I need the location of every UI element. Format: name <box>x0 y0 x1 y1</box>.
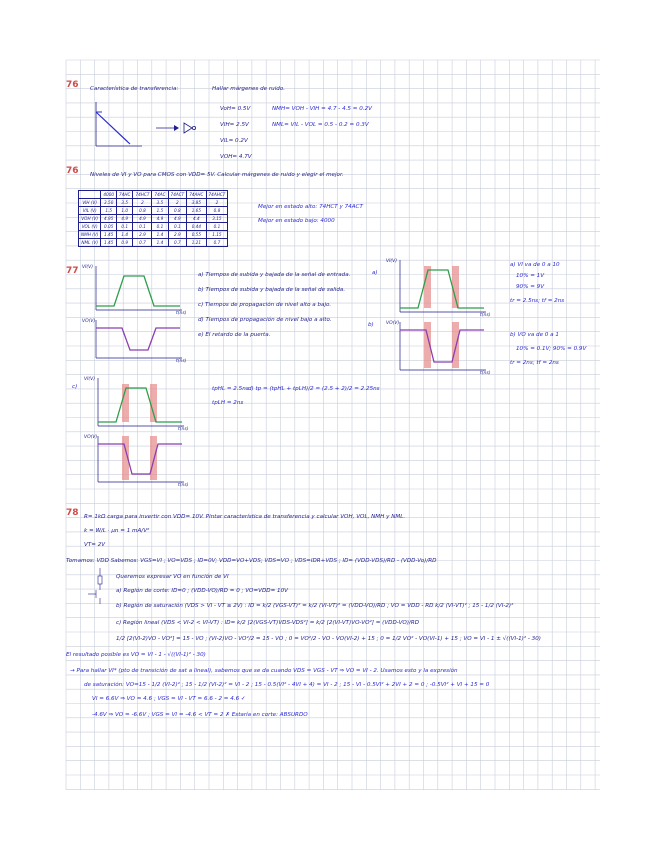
x-axis-label: t(ns) <box>178 427 189 432</box>
problem-76a-title: Característica de transferencia: <box>90 86 179 92</box>
table-header-2: 74HC <box>117 191 133 199</box>
y-axis-label: VO(V) <box>84 435 98 440</box>
table-row <box>79 223 228 231</box>
noise-margin-low: NML= VIL - VOL = 0.5 - 0.2 = 0.3V <box>272 122 369 128</box>
level-vih: VIH= 2.5V <box>220 122 249 128</box>
vi-trace <box>96 276 180 306</box>
table-header-3: 74HCT <box>133 191 152 199</box>
table-header-1: 4000 <box>101 191 117 199</box>
table-cell: NML (V) <box>79 239 101 247</box>
solution-line-5: c) Región lineal (VDS < VI-2 < VI-VT) : ID= k/2 [2(VGS-VT)VDS-VDS²] = k/2 [2(VI-VT)VO-VO²] = (VDD-VO)/RD <box>116 620 420 626</box>
table-cell: 1.5 <box>152 207 168 215</box>
table-cell: 1.15 <box>206 231 228 239</box>
solution-line-8: → Para hallar VI* (pto de transición de sat a lineal), sabemos que se da cuando VDS = VGS - VT ⇒ VO = VI - 2. Usamos esto y la expresión <box>70 668 458 674</box>
note-a-90: 90% = 9V <box>516 284 545 290</box>
best-low-state: Mejor en estado bajo: 4000 <box>258 218 335 224</box>
note-a-times: tr = 2.5ns; tf = 2ns <box>510 298 565 304</box>
answer-c-vo-waveform <box>84 432 194 490</box>
table-row <box>79 207 228 215</box>
answer-a-label: a) <box>372 270 378 276</box>
shade-region <box>150 436 157 480</box>
question-d: d) Tiempos de propagación de nivel bajo a alto. <box>198 317 332 323</box>
table-cell: 0.05 <box>101 223 117 231</box>
transfer-characteristic-sketch <box>80 100 200 155</box>
answer-b-waveform <box>386 318 496 378</box>
table-cell: 0.1 <box>117 223 133 231</box>
problem-77-number: 77 <box>66 266 79 276</box>
table-cell: 4.4 <box>187 215 206 223</box>
table-cell: 0.8 <box>168 207 187 215</box>
best-high-state: Mejor en estado alto: 74HCT y 74ACT <box>258 204 363 210</box>
table-cell: VIL (V) <box>79 207 101 215</box>
table-cell: 0.55 <box>187 231 206 239</box>
note-a-10: 10% = 1V <box>516 273 545 279</box>
problem-76a-number: 76 <box>66 80 79 90</box>
x-axis-label: t(ns) <box>480 371 491 376</box>
note-b-range: b) VO va de 0 a 1 <box>510 332 559 338</box>
table-cell: 0.1 <box>133 223 152 231</box>
tplh-note: tpLH = 2ns <box>212 400 244 406</box>
table-cell: 3.5 <box>152 199 168 207</box>
y-axis-label: VI(V) <box>82 265 93 270</box>
table-cell: 4.95 <box>101 215 117 223</box>
table-cell: 1.21 <box>187 239 206 247</box>
table-header-0 <box>79 191 101 199</box>
solution-line-9: de saturación: VO=15 - 1/2 (VI-2)² ; 15 - 1/2 (VI-2)² = VI - 2 ; 15 - 0.5(VI² - 4VI + 4) = VI - 2 ; 15 - VI - 0.5VI² + 2VI + 2 = 0 ; -0.5VI² + VI + 15 = 0 <box>84 682 490 688</box>
param-k: k = W/L · μn = 1 mA/V² <box>84 528 150 534</box>
problem-76b-title: Niveles de VI y VO para CMOS con VDD= 5V. Calcular márgenes de ruido y elegir el mejor. <box>90 172 344 178</box>
vo-trace <box>400 330 484 362</box>
y-axis-label: VO(V) <box>386 321 400 326</box>
x-axis-label: t(ns) <box>178 483 189 488</box>
vo-waveform <box>82 316 192 366</box>
solution-line-7: El resultado posible es VO = VI - 1 - √((VI-1)² - 30) <box>66 652 206 658</box>
table-cell: 0.7 <box>206 239 228 247</box>
table-cell: 3.15 <box>206 215 228 223</box>
nmos-inverter-circuit <box>86 568 110 608</box>
y-axis-label: VO(V) <box>82 319 96 324</box>
solution-line-6: 1/2 [2(VI-2)VO - VO²] = 15 - VO ; (VI-2)VO - VO²/2 = 15 - VO ; 0 = VO²/2 - VO - VO(VI-2) + 15 ; 0 = 1/2 VO² - VO(VI-1) + 15 ; VO = VI - 1 ± √((VI-1)² - 30) <box>116 636 541 642</box>
table-cell: 0.9 <box>117 239 133 247</box>
table-cell: 2 <box>206 199 228 207</box>
table-row <box>79 215 228 223</box>
propagation-delay-formula: d) tp = (tpHL + tpLH)/2 = (2.5 + 2)/2 = 2.25ns <box>248 386 380 392</box>
vi-trace <box>98 388 182 422</box>
table-cell: 0.8 <box>206 207 228 215</box>
question-a: a) Tiempos de subida y bajada de la señal de entrada. <box>198 272 351 278</box>
table-row <box>79 199 228 207</box>
table-cell: 3.5 <box>117 199 133 207</box>
param-vt: VT= 2V <box>84 542 106 548</box>
solution-line-11: -4.6V ⇒ VO = -6.6V ; VGS = VI = -4.6 < VT = 2 ✗ Estaría en corte: ABSURDO <box>92 712 308 718</box>
table-cell: 3.85 <box>187 199 206 207</box>
question-b: b) Tiempos de subida y bajada de la señal de salida. <box>198 287 346 293</box>
table-cell: 0.1 <box>206 223 228 231</box>
question-c: c) Tiempos de propagación de nivel alto a bajo. <box>198 302 332 308</box>
vo-trace <box>96 328 180 350</box>
table-cell: VOL (V) <box>79 223 101 231</box>
problem-78-number: 78 <box>66 508 79 518</box>
table-cell: 0.7 <box>168 239 187 247</box>
cmos-levels-table <box>78 190 228 247</box>
level-voh: VoH= 0.5V <box>220 106 251 112</box>
problem-76a-subtitle: Hallar márgenes de ruido. <box>212 86 286 92</box>
solution-line-1: Tomamos: VDD Sabemos: VGS=VI ; VO=VDS ; ID=0V; VDD=VO+VDS; VDS=VO ; VDS=IDR+VDS ; ID= (VDD-VDS)/RD - (VDD-Vo)/RD <box>66 558 437 564</box>
table-cell: 2.9 <box>133 231 152 239</box>
table-row <box>79 231 228 239</box>
table-cell: 1.4 <box>152 239 168 247</box>
answer-a-waveform <box>386 256 496 318</box>
table-cell: 1.45 <box>101 231 117 239</box>
answer-c-label: c) <box>72 384 78 390</box>
solution-line-3: a) Región de corte: ID=0 ; (VDD-VO)/RD = 0 ; VO=VDD= 10V <box>116 588 288 594</box>
x-axis-label: t(ns) <box>176 359 187 364</box>
table-cell: 4.9 <box>117 215 133 223</box>
table-header-7: 74AHCT <box>206 191 228 199</box>
shade-region <box>452 322 459 368</box>
x-axis-label: t(ns) <box>176 311 187 316</box>
level-vil: VIL= 0.2V <box>220 138 248 144</box>
note-b-times: tr = 2ns; tf = 2ns <box>510 360 559 366</box>
table-cell: NMH (V) <box>79 231 101 239</box>
table-cell: 1.5 <box>101 207 117 215</box>
table-header-5: 74ACT <box>168 191 187 199</box>
vi-trace <box>400 270 484 308</box>
table-cell: 1.0 <box>117 207 133 215</box>
table-cell: 0.44 <box>187 223 206 231</box>
problem-76b-number: 76 <box>66 166 79 176</box>
answer-c-vi-waveform <box>84 374 194 434</box>
table-cell: 4.9 <box>133 215 152 223</box>
table-cell: 1.4 <box>117 231 133 239</box>
table-header-4: 74AC <box>152 191 168 199</box>
table-cell: 3.50 <box>101 199 117 207</box>
table-cell: 4.9 <box>152 215 168 223</box>
noise-margin-high: NMH= VOH - VIH = 4.7 - 4.5 = 0.2V <box>272 106 372 112</box>
table-cell: 1.65 <box>187 207 206 215</box>
question-e: e) El retardo de la puerta. <box>198 332 271 338</box>
vo-trace <box>98 444 182 474</box>
table-header-6: 74AHC <box>187 191 206 199</box>
table-cell: 0.7 <box>133 239 152 247</box>
table-cell: 0.1 <box>152 223 168 231</box>
level-voh2: VOH= 4.7V <box>220 154 252 160</box>
note-a-range: a) VI va de 0 a 10 <box>510 262 560 268</box>
table-cell: 0.8 <box>133 207 152 215</box>
table-row <box>79 239 228 247</box>
solution-line-10: VI = 6.6V ⇒ VO = 4.6 ; VGS = VI - VT = 6.6 - 2 = 4.6 ✓ <box>92 696 246 702</box>
table-cell: 0.1 <box>168 223 187 231</box>
x-axis-label: t(ns) <box>480 313 491 318</box>
table-cell: 4.9 <box>168 215 187 223</box>
y-axis-label: VI(V) <box>386 259 397 264</box>
table-cell: 2 <box>133 199 152 207</box>
problem-78-title: R= 1kΩ carga para invertir con VDD= 10V. Pintar característica de transferencia y calcular VOH, VOL, NMH y NML. <box>84 514 406 520</box>
note-b-percent: 10% = 0.1V; 90% = 0.9V <box>516 346 587 352</box>
solution-line-2: Queremos expresar VO en función de VI <box>116 574 229 580</box>
table-cell: 1.45 <box>101 239 117 247</box>
y-axis-label: VI(V) <box>84 377 95 382</box>
table-cell: 2 <box>168 199 187 207</box>
table-cell: VOH (V) <box>79 215 101 223</box>
answer-b-label: b) <box>368 322 374 328</box>
table-cell: VIH (V) <box>79 199 101 207</box>
table-cell: 1.4 <box>152 231 168 239</box>
tphl-note: tpHL = 2.5ns <box>212 386 249 392</box>
solution-line-4: b) Región de saturación (VDS > VI - VT ≥ 2V) : ID = k/2 (VGS-VT)² = k/2 (VI-VT)² = (VDD-VO)/RD ; VO = VDD - RD k/2 (VI-VT)² ; 15 - 1/2 (VI-2)² <box>116 603 514 609</box>
table-cell: 2.9 <box>168 231 187 239</box>
